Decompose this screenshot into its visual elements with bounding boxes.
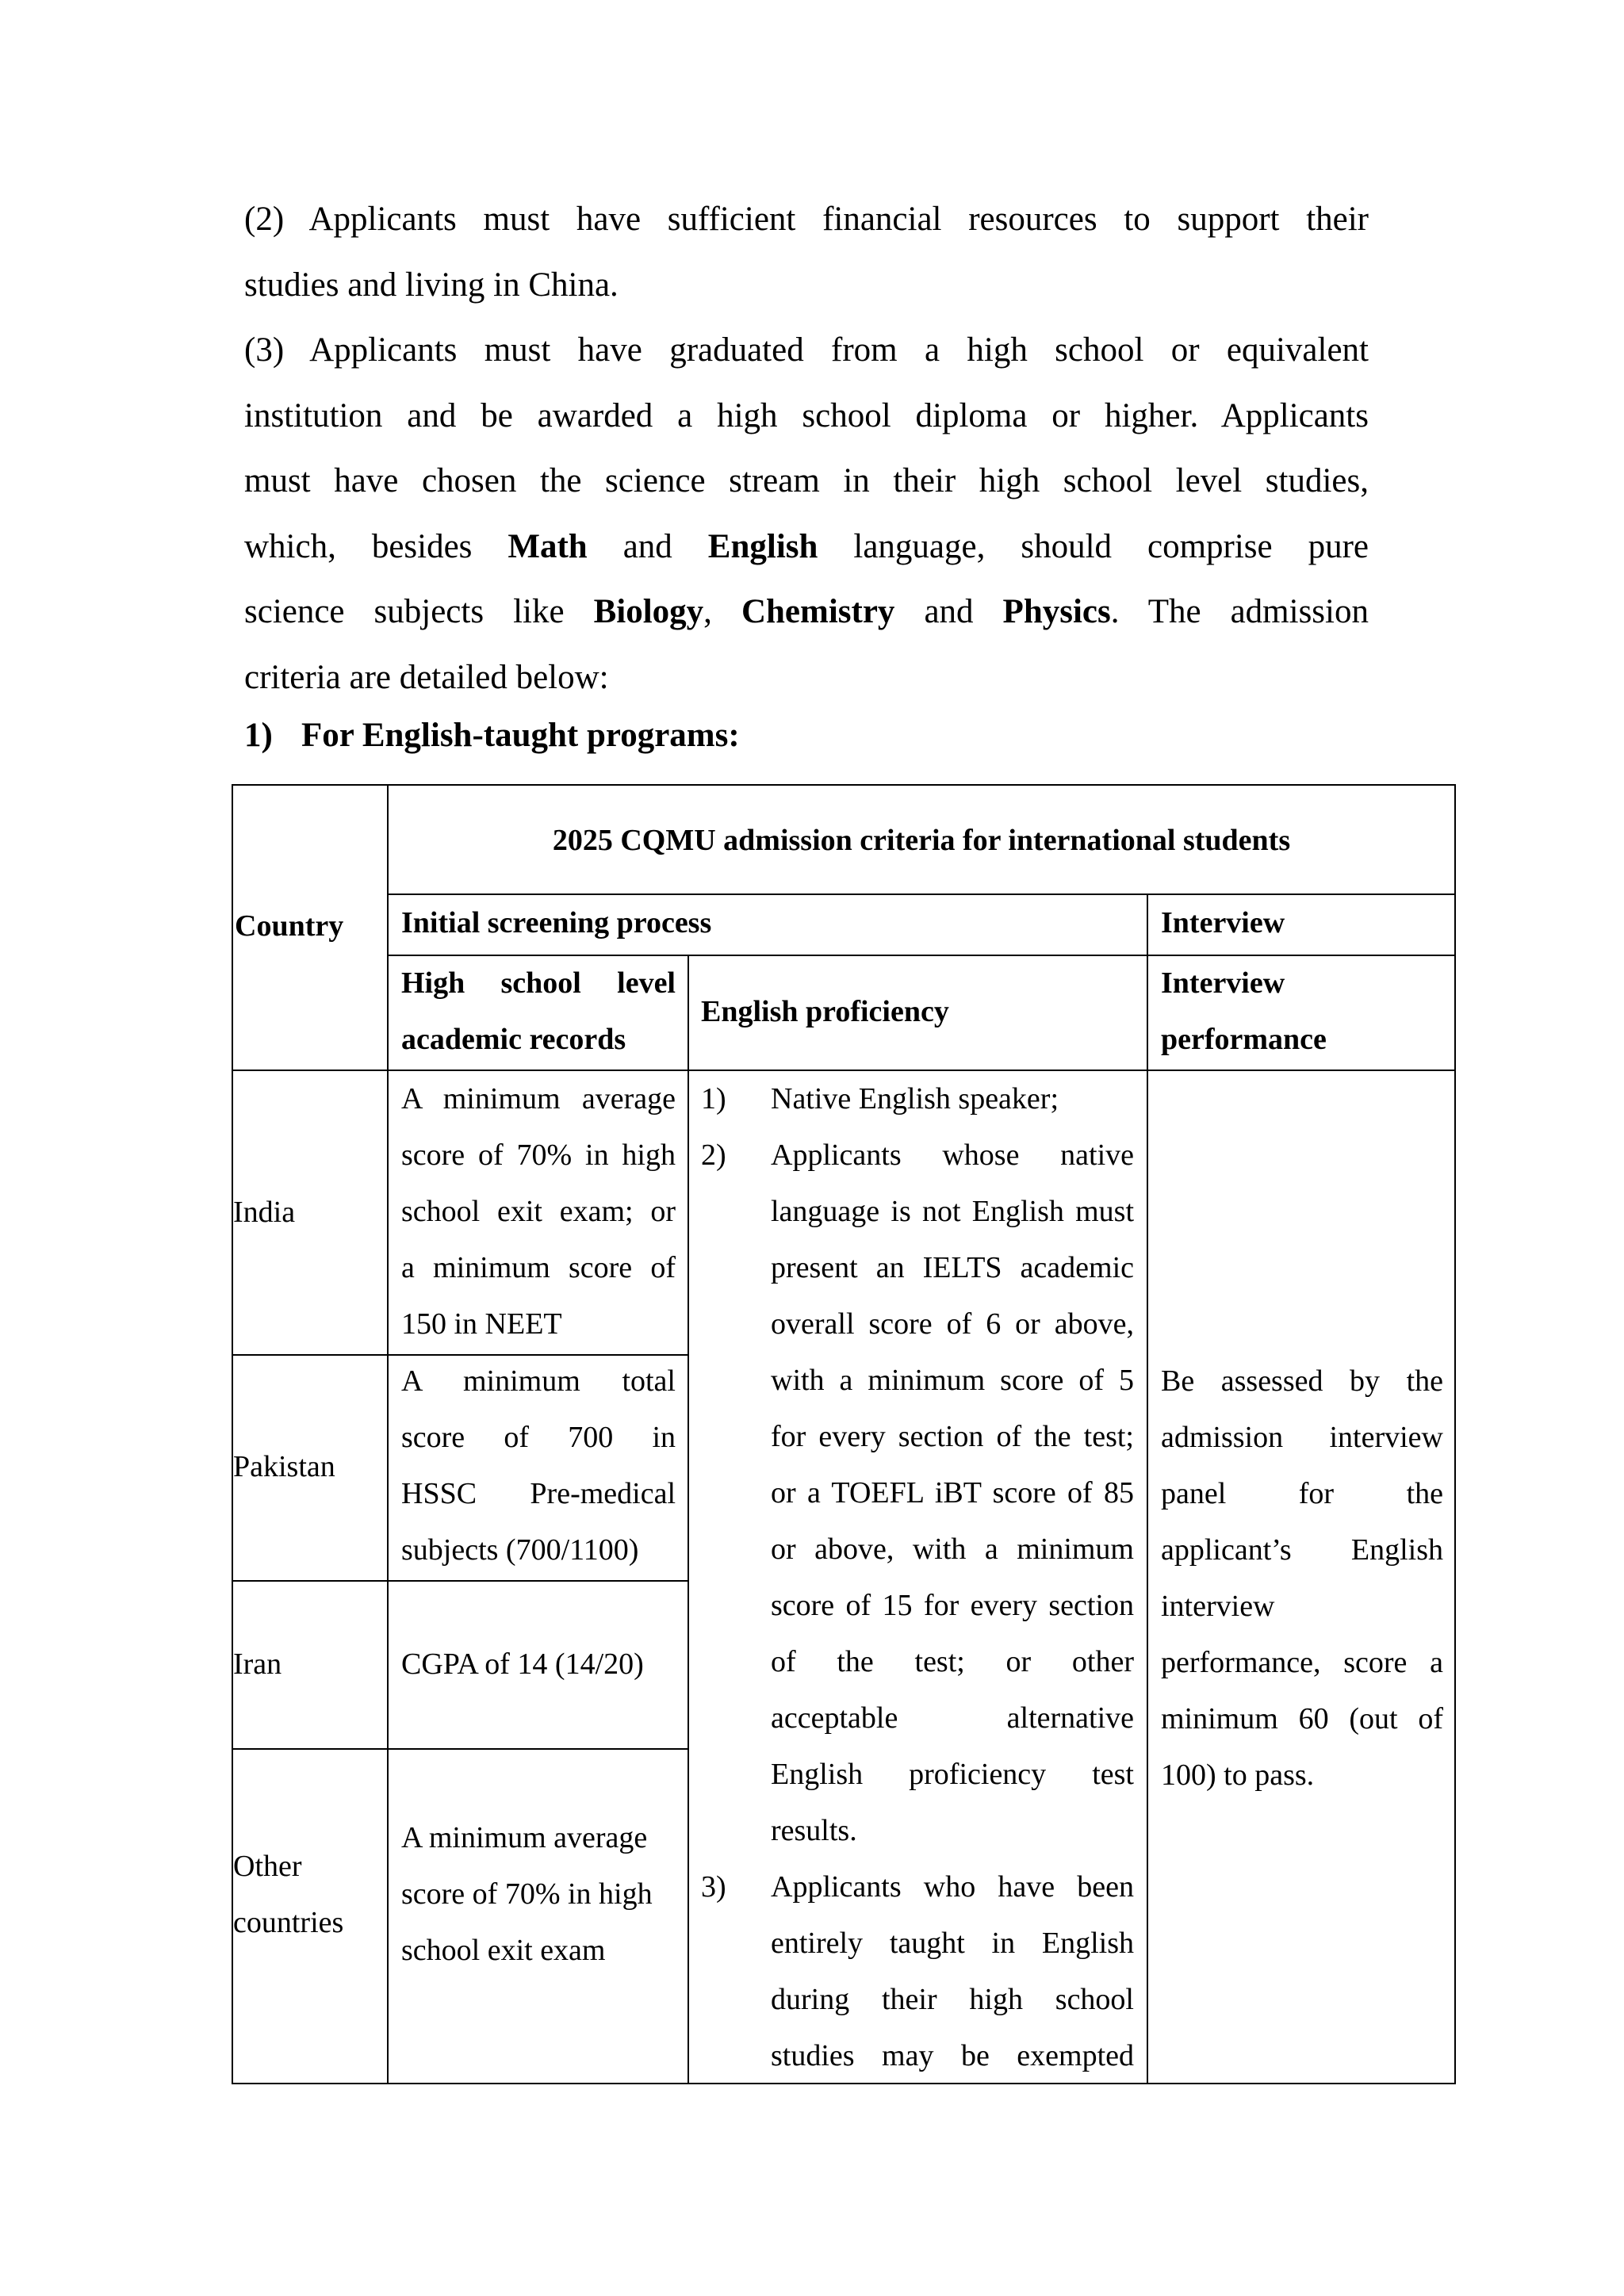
subject-chemistry: Chemistry [741,593,895,630]
interview-performance-cell [1161,1353,1443,1804]
admission-criteria-table [232,784,1456,2084]
table-col-rule [688,955,689,2084]
header-line: performance [1161,1023,1327,1056]
row-pakistan-country: Pakistan [233,1450,335,1483]
cell-line: with a minimum score of 5 [771,1364,1134,1397]
subject-physics: Physics [1002,593,1111,630]
list-number: 3) [701,1870,726,1904]
cell-line: of the test; or other [771,1645,1134,1678]
row-other-countries-country [233,1839,343,1951]
cell-line: subjects (700/1100) [401,1533,639,1567]
header-academic-records [401,955,676,1068]
english-item-1 [701,1071,1134,1127]
english-proficiency-cell [701,1071,1134,2084]
cell-line: Applicants whose native [771,1138,1134,1172]
cell-line: A minimum average [401,1082,676,1115]
header-interview: Interview [1161,906,1285,939]
subject-math: Math [508,527,588,565]
row-india-academic [401,1071,676,1353]
text-run: language, should comprise pure [818,527,1369,565]
subject-english: English [707,527,818,565]
table-border-right [1454,784,1456,2084]
cell-line: during their high school [771,1983,1134,2016]
header-initial-screening: Initial screening process [401,906,712,939]
cell-line: school exit exam [401,1934,606,1967]
cell-line: results. [771,1814,857,1847]
cell-line: studies may be exempted [771,2039,1134,2072]
cell-line: language is not English must [771,1195,1134,1228]
text-line: studies and living in China. [244,266,619,304]
row-other-countries-academic [401,1810,676,1979]
cell-line: applicant’s English [1161,1533,1443,1567]
cell-line: score of 70% in high [401,1877,653,1911]
table-title: 2025 CQMU admission criteria for international students [552,824,1291,857]
text-run: , [703,593,741,630]
cell-line: Be assessed by the [1161,1364,1443,1398]
row-iran-country: Iran [233,1647,282,1681]
text-line: must have chosen the science stream in their high school level studies, [244,462,1369,499]
cell-line: present an IELTS academic [771,1251,1134,1284]
cell-line: or above, with a minimum [771,1533,1134,1566]
cell-line: or a TOEFL iBT score of 85 [771,1476,1134,1510]
cell-line: Native English speaker; [771,1082,1059,1115]
cell-line: English proficiency test [771,1758,1134,1791]
cell-line: 150 in NEET [401,1307,562,1341]
cell-line: interview [1161,1590,1275,1623]
header-line: High school level [401,966,676,1000]
row-iran-academic: CGPA of 14 (14/20) [401,1647,644,1681]
cell-line: entirely taught in English [771,1927,1134,1960]
list-number: 2) [701,1138,726,1172]
row-india-country: India [233,1196,296,1229]
text-line [244,515,1369,580]
cell-line: score of 70% in high [401,1138,676,1172]
cell-line: admission interview [1161,1421,1443,1454]
cell-line: Other [233,1850,302,1883]
english-item-3 [701,1859,1134,2084]
heading-number: 1) [244,717,273,754]
table-col-rule [387,784,389,2084]
header-english-proficiency: English proficiency [701,995,949,1028]
heading-text: For English-taught programs: [301,717,740,754]
text-run: . The admission [1110,593,1369,630]
header-line: Interview [1161,966,1285,1000]
cell-line: countries [233,1906,344,1939]
cell-line: A minimum average [401,1821,648,1854]
english-item-2 [701,1127,1134,1859]
text-run: and [894,593,1003,630]
header-line: academic records [401,1023,626,1056]
cell-line: HSSC Pre-medical [401,1477,676,1510]
text-run: science subjects like [244,593,594,630]
table-col-rule [1147,894,1148,2084]
section-heading-english-taught [244,712,740,760]
text-run: and [587,527,708,565]
cell-line: a minimum score of [401,1251,676,1284]
paragraph-education-requirement [244,318,1369,710]
table-rule [232,1580,688,1582]
row-pakistan-academic [401,1353,676,1578]
table-border-top [232,784,1456,786]
cell-line: score of 700 in [401,1421,676,1454]
subject-biology: Biology [593,593,704,630]
cell-line: performance, score a [1161,1646,1443,1679]
cell-line: overall score of 6 or above, [771,1307,1134,1341]
cell-line: for every section of the test; [771,1420,1134,1453]
list-number: 1) [701,1082,726,1115]
cell-line: 100) to pass. [1161,1758,1315,1792]
cell-line: panel for the [1161,1477,1443,1510]
text-line: (2) Applicants must have sufficient financial resources to support their [244,201,1369,238]
text-run: which, besides [244,527,508,565]
cell-line: school exit exam; or [401,1195,676,1228]
paragraph-financial-requirement [244,187,1369,318]
cell-line: Applicants who have been [771,1870,1134,1904]
cell-line: minimum 60 (out of [1161,1702,1443,1735]
text-line [244,580,1369,645]
cell-line: acceptable alternative [771,1701,1134,1735]
cell-line: score of 15 for every section [771,1589,1134,1622]
table-rule [232,1748,688,1750]
text-line: (3) Applicants must have graduated from a high school or equivalent [244,331,1369,369]
header-interview-performance [1161,955,1327,1068]
text-line: institution and be awarded a high school diploma or higher. Applicants [244,396,1369,434]
cell-line: A minimum total [401,1364,676,1398]
header-country: Country [235,909,344,943]
text-line: criteria are detailed below: [244,658,609,696]
